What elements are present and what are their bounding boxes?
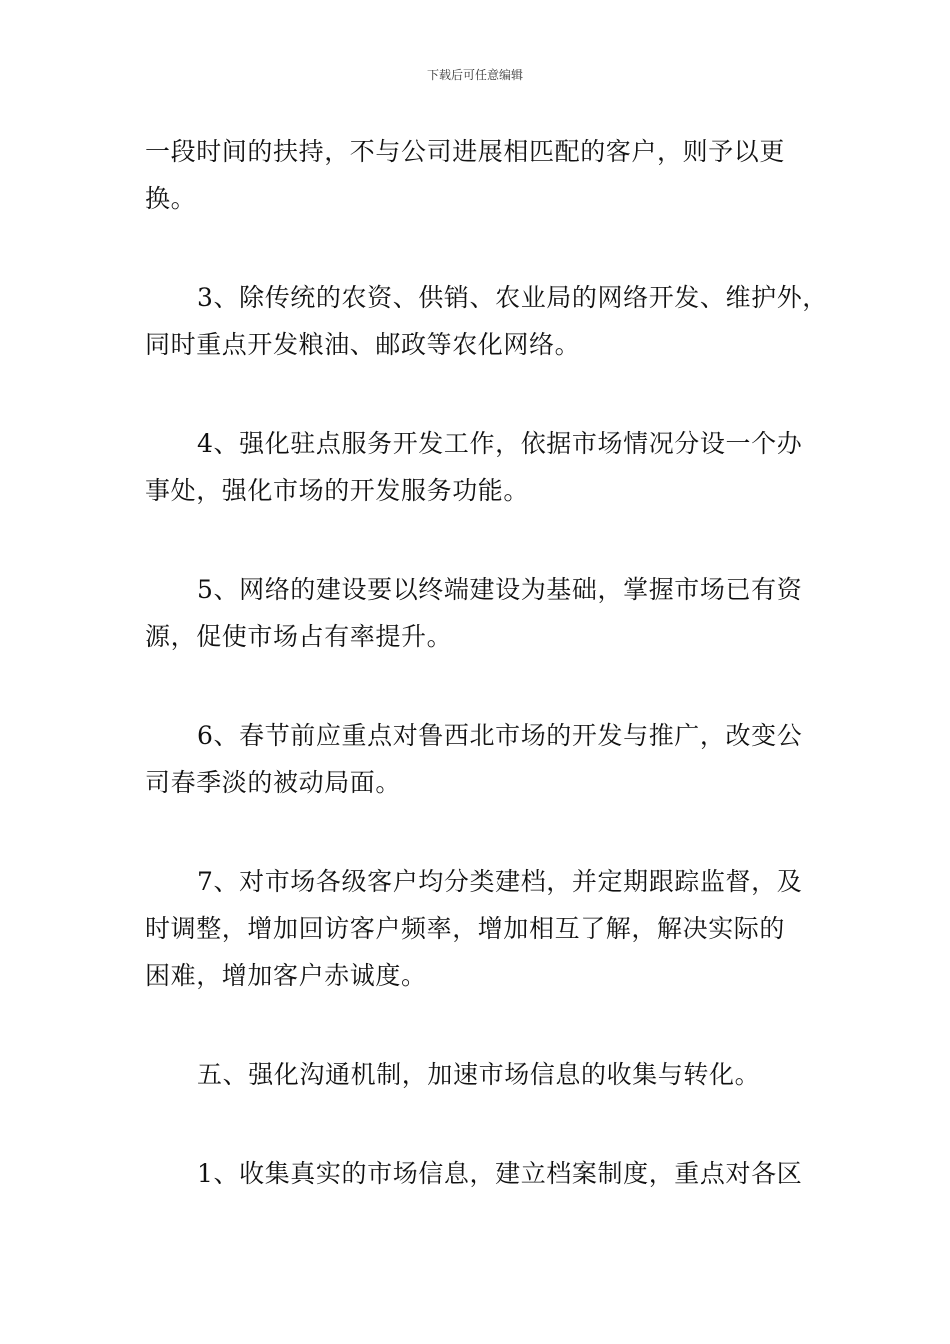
paragraph-item-1 bbox=[145, 1150, 825, 1197]
page-header: 下载后可任意编辑 bbox=[426, 68, 523, 82]
text-line: 时调整，增加回访客户频率，增加相互了解，解决实际的 bbox=[145, 914, 786, 943]
document-body bbox=[145, 128, 828, 1249]
text-line: 司春季淡的被动局面。 bbox=[145, 768, 402, 797]
text-line: 源，促使市场占有率提升。 bbox=[145, 622, 453, 651]
text-line: 6、春节前应重点对鲁西北市场的开发与推广，改变公 bbox=[197, 721, 803, 750]
text-line: 7、对市场各级客户均分类建档，并定期跟踪监督，及 bbox=[197, 867, 803, 896]
text-line: 一段时间的扶持，不与公司进展相匹配的客户，则予以更 bbox=[145, 137, 786, 166]
text-line: 同时重点开发粮油、邮政等农化网络。 bbox=[145, 330, 581, 359]
paragraph-item-6 bbox=[145, 712, 825, 806]
text-line: 1、收集真实的市场信息，建立档案制度，重点对各区 bbox=[197, 1159, 803, 1188]
section-heading bbox=[145, 1051, 825, 1098]
paragraph-item-7 bbox=[145, 858, 825, 999]
text-line: 困难，增加客户赤诚度。 bbox=[145, 961, 427, 990]
paragraph-item-3 bbox=[145, 274, 828, 368]
text-line: 事处，强化市场的开发服务功能。 bbox=[145, 476, 530, 505]
text-line: 5、网络的建设要以终端建设为基础，掌握市场已有资 bbox=[197, 575, 803, 604]
text-line: 3、除传统的农资、供销、农业局的网络开发、维护外， bbox=[197, 283, 828, 312]
text-line: 换。 bbox=[145, 184, 197, 213]
paragraph-item-5 bbox=[145, 566, 825, 660]
text-line: 4、强化驻点服务开发工作，依据市场情况分设一个办 bbox=[197, 429, 803, 458]
paragraph-continuation bbox=[145, 128, 825, 222]
text-line: 五、强化沟通机制，加速市场信息的收集与转化。 bbox=[197, 1060, 761, 1089]
paragraph-item-4 bbox=[145, 420, 825, 514]
